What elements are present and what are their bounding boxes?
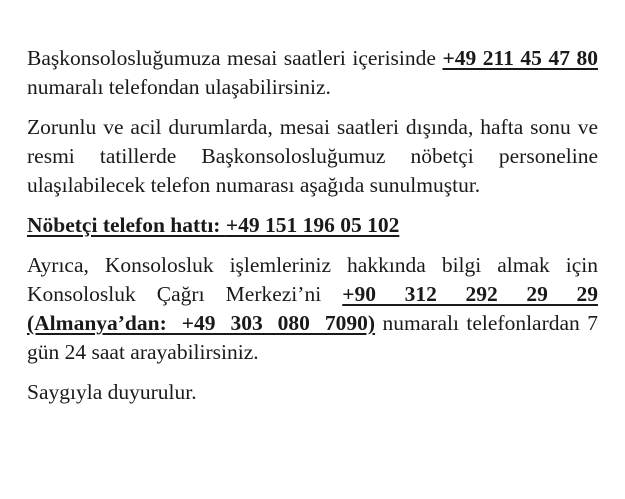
closing-paragraph xyxy=(27,378,598,407)
call-center-phone-numbers: +90 312 292 29 29 (Almanya’dan: +49 303 080 7090) xyxy=(27,282,598,335)
closing-text: Saygıyla duyurulur. xyxy=(27,380,197,404)
duty-line-label: Nöbetçi telefon hattı: xyxy=(27,213,221,237)
duty-line-paragraph xyxy=(27,211,598,240)
emergency-text: Zorunlu ve acil durumlarda, mesai saatleri dışında, hafta sonu ve resmi tatillerde Başkonsolosluğumuz nöbetçi personeline ulaşılabilecek telefon numarası aşağıda sunulmuştur. xyxy=(27,115,598,197)
office-hours-text-end: numaralı telefondan ulaşabilirsiniz. xyxy=(27,75,331,99)
call-center-text: Ayrıca, Konsolosluk işlemleriniz hakkında bilgi almak için Konsolosluk Çağrı Merkezi’ni xyxy=(27,253,598,306)
office-hours-paragraph xyxy=(27,44,598,102)
call-center-paragraph xyxy=(27,251,598,367)
office-hours-text: Başkonsolosluğumuza mesai saatleri içerisinde xyxy=(27,46,443,70)
call-center-text-end: numaralı telefonlardan 7 gün 24 saat arayabilirsiniz. xyxy=(27,311,598,364)
emergency-paragraph xyxy=(27,113,598,200)
duty-phone-number: +49 151 196 05 102 xyxy=(225,213,400,237)
notice-document xyxy=(27,44,598,418)
office-phone-number: +49 211 45 47 80 xyxy=(442,46,598,70)
